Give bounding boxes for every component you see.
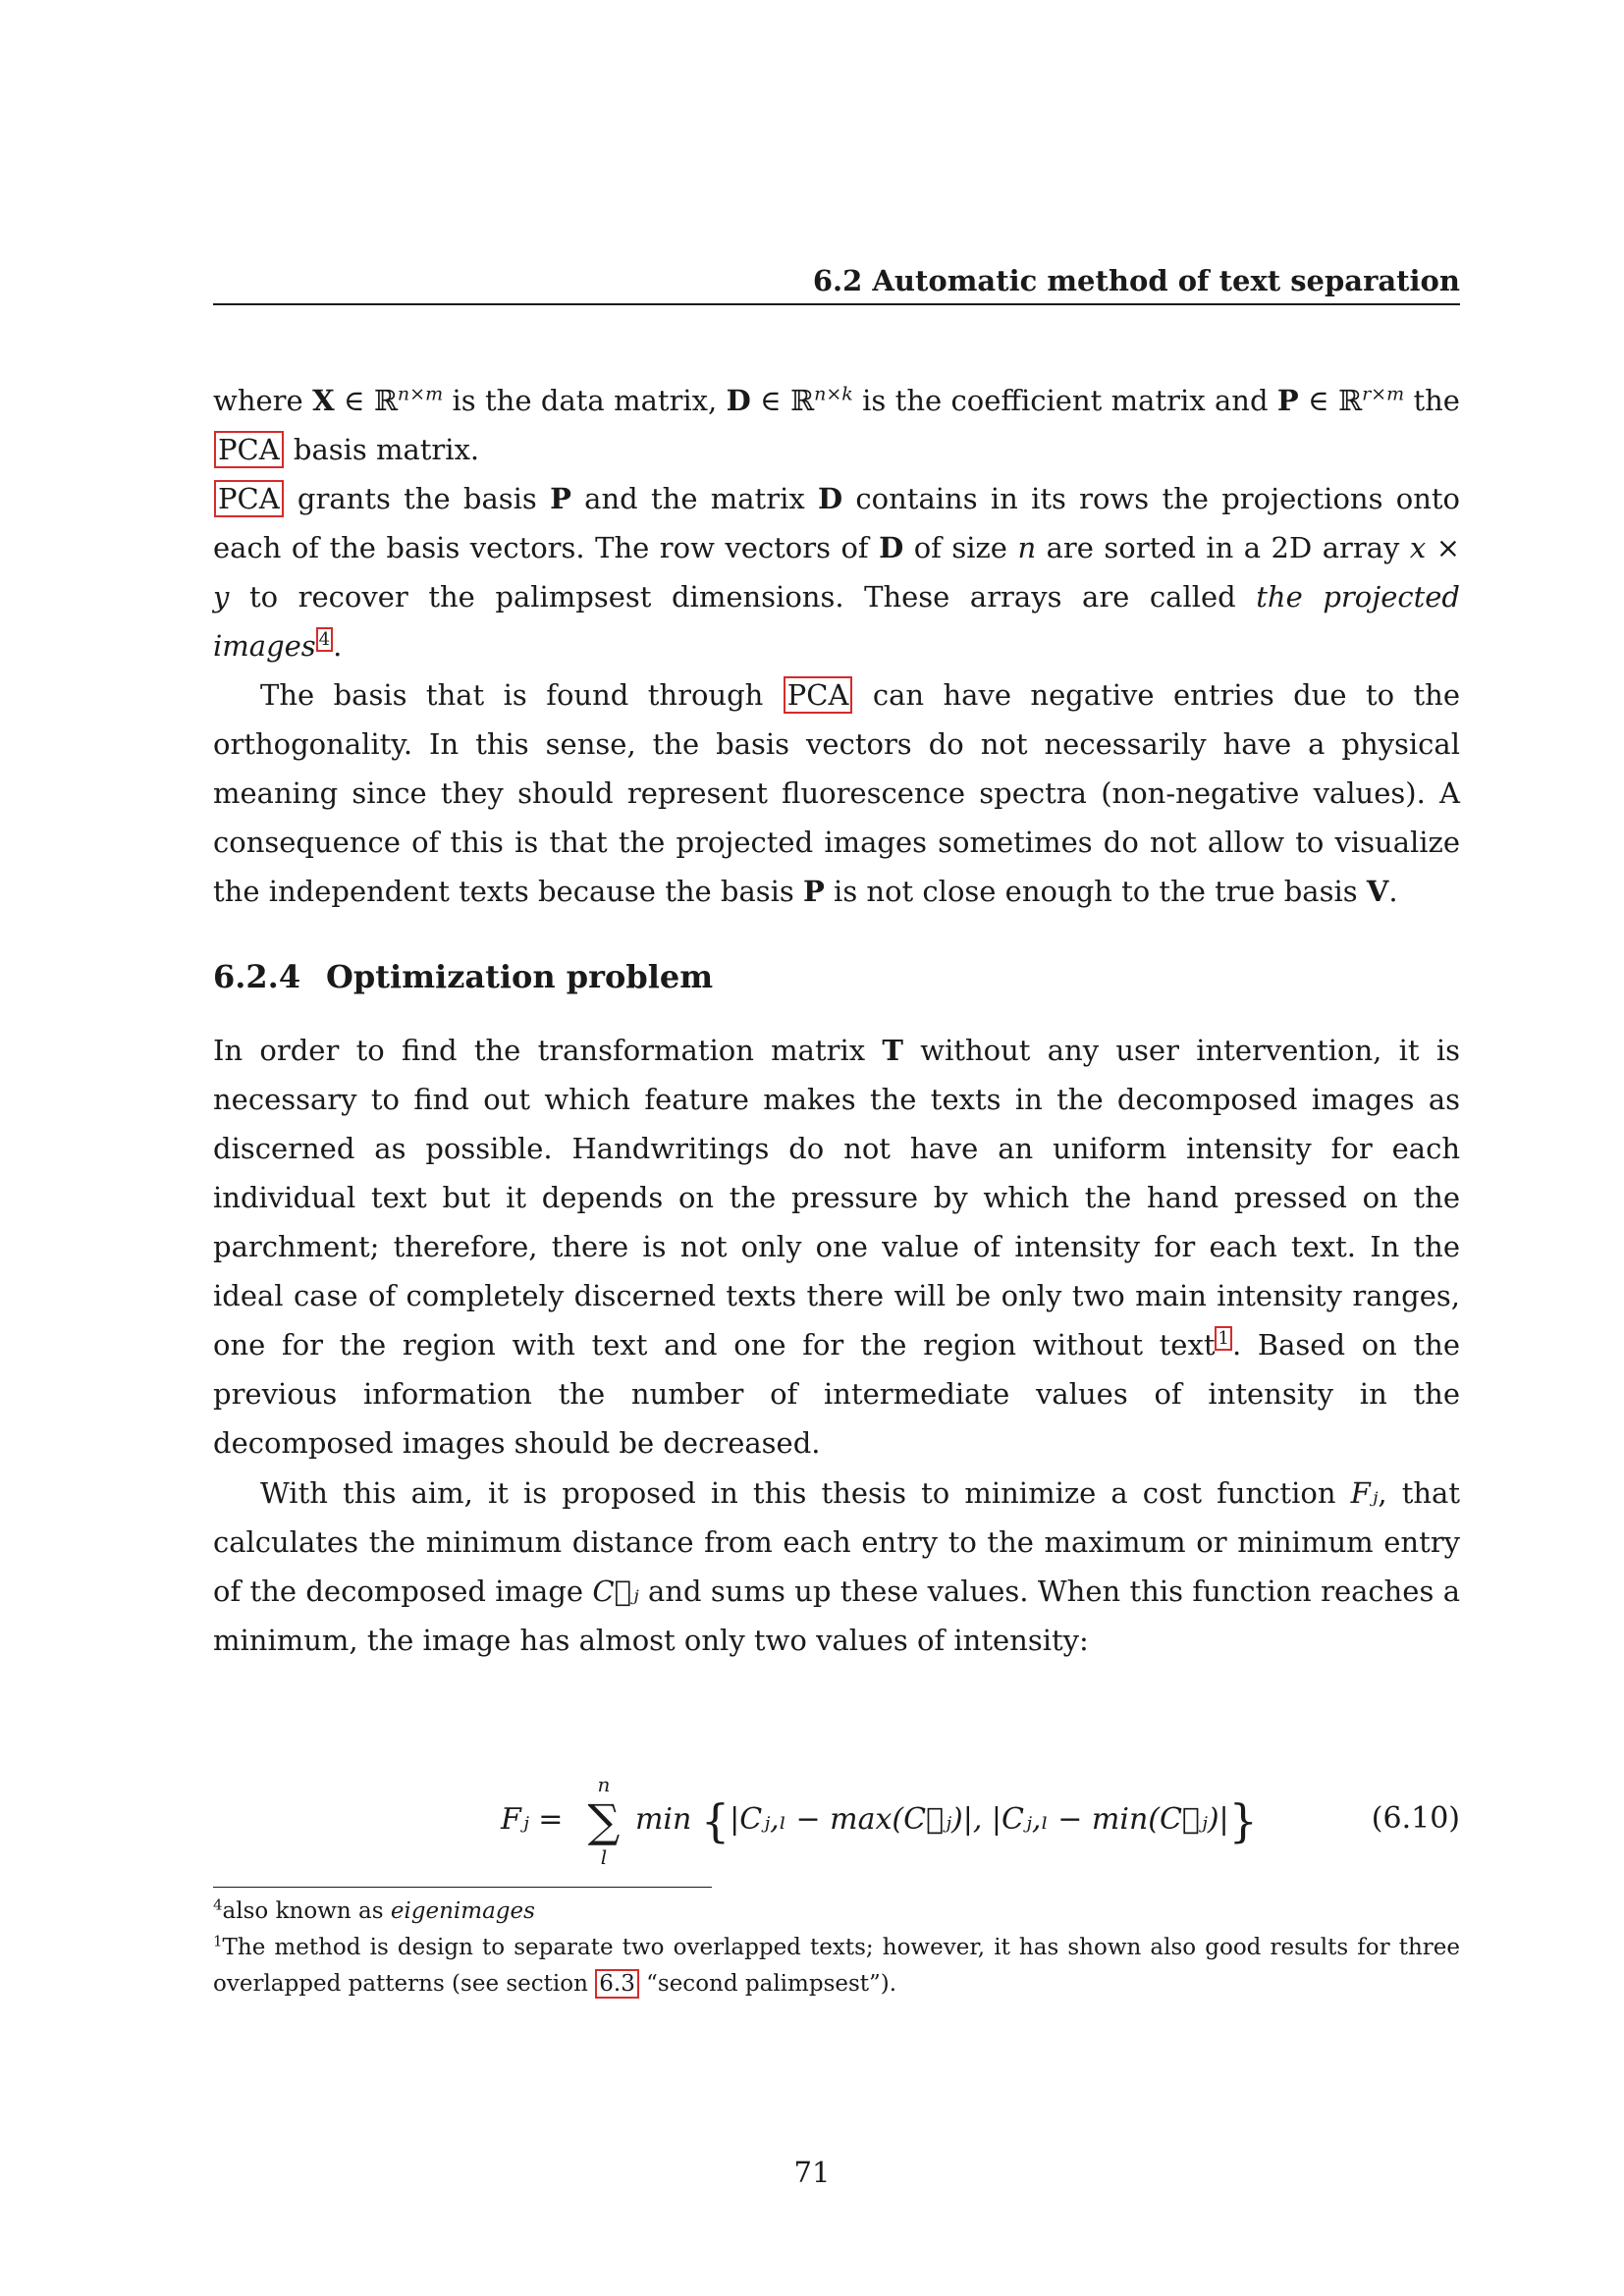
header-rule (213, 303, 1460, 305)
equation-min: min (634, 1802, 701, 1837)
pca-acronym-link[interactable]: PCA (784, 676, 853, 714)
text: . (333, 629, 343, 663)
equation-body: |Cⱼ,ₗ − max(C⃗ⱼ)|, |Cⱼ,ₗ − min(C⃗ⱼ)| (730, 1802, 1229, 1837)
sum-upper-limit: n (597, 1773, 611, 1796)
section-heading (213, 957, 713, 996)
math-n: n (1017, 531, 1037, 564)
section-ref-link[interactable]: 6.3 (595, 1969, 639, 1999)
text: without any user intervention, it is necessary to find out which feature makes the texts in the decomposed images as discerned as possible. Handwritings do not have an uniform intensity for each individual text but it depends on the pressure by which the hand pressed on the parchment; therefore, there is not only one value of intensity for each text. In the ideal case of completely discerned texts there will be only two main intensity ranges, one for the region with text and one for the region without text (213, 1034, 1460, 1362)
text: basis matrix. (284, 433, 480, 466)
paragraph-cost-function (213, 1468, 1460, 1665)
text: to recover the palimpsest dimensions. These arrays are called (229, 580, 1257, 614)
footnote-link-4[interactable]: 4 (316, 627, 333, 652)
sigma-symbol: ∑ (587, 1794, 621, 1847)
section-number: 6.2.4 (213, 958, 301, 995)
footnote-text: The method is design to separate two overlapped texts; however, it has shown also good results for three overlapped patterns (see section (213, 1935, 1460, 1997)
running-head: 6.2 Automatic method of text separation (812, 264, 1460, 297)
page-number: 71 (793, 2156, 831, 2189)
equation-expression (501, 1773, 1258, 1869)
text: ∈ ℝ (334, 384, 398, 417)
text: is the coefficient matrix and (852, 384, 1277, 417)
pca-acronym-link[interactable]: PCA (214, 480, 284, 517)
body-block-2 (213, 1026, 1460, 1468)
text: ∈ ℝ (1298, 384, 1363, 417)
math-X: X (312, 384, 335, 417)
text: of size (903, 531, 1018, 564)
text: and sums up these values. When this function reaches a minimum, the image has almost only two values of intensity: (213, 1575, 1460, 1657)
math-xy: x × y (213, 531, 1460, 614)
math-D: D (879, 531, 904, 564)
text: the (1404, 384, 1460, 417)
footnote-text: also known as (222, 1898, 391, 1924)
text: can have negative entries due to the orthogonality. In this sense, the basis vectors do not necessarily have a physical meaning since they should represent fluorescence spectra (non-negative values). A consequence of this is that the projected images sometimes do not allow to visualize the independent texts because the basis (213, 678, 1460, 908)
math-D: D (817, 482, 843, 515)
paragraph-data-matrix (213, 376, 1460, 474)
paragraph-negative-entries (213, 670, 1460, 916)
pca-acronym-link[interactable]: PCA (214, 431, 284, 468)
equation-number: (6.10) (1371, 1801, 1460, 1836)
math-P: P (1276, 384, 1299, 417)
text: ∈ ℝ (750, 384, 815, 417)
brace-open: { (700, 1794, 731, 1847)
footnote-mark: 1 (213, 1932, 223, 1950)
section-title: Optimization problem (326, 958, 714, 995)
text: The basis that is found through (260, 678, 783, 712)
text: is not close enough to the true basis (824, 875, 1367, 908)
footnote-text: “second palimpsest”). (638, 1971, 897, 1997)
body-block-1 (213, 376, 1460, 916)
text: . Based on the previous information the number of intermediate values of intensity in the decomposed images should be decreased. (213, 1328, 1460, 1460)
math-D: D (726, 384, 751, 417)
dim: n×m (397, 383, 444, 405)
text: . (1388, 875, 1398, 908)
body-block-3 (213, 1468, 1460, 1665)
math-Cj: C⃗ⱼ (592, 1575, 639, 1608)
sum-lower-limit: l (600, 1845, 608, 1869)
text: With this aim, it is proposed in this thesis to minimize a cost function (260, 1476, 1351, 1510)
footnote-link-1[interactable]: 1 (1215, 1326, 1231, 1351)
footnote-mark: 4 (213, 1896, 223, 1914)
text: , that calculates the minimum distance from each entry to the maximum or minimum entry of the decomposed image (213, 1476, 1460, 1608)
math-P: P (550, 482, 571, 515)
footnotes (213, 1894, 1460, 2002)
equation-6-10 (501, 1773, 1460, 1869)
text: and the matrix (570, 482, 818, 515)
math-V: V (1366, 875, 1389, 908)
dim: n×k (814, 383, 853, 405)
text: are sorted in a 2D array (1036, 531, 1410, 564)
paragraph-pca-basis (213, 474, 1460, 670)
math-Fj: Fⱼ (1350, 1476, 1379, 1510)
summation (580, 1773, 627, 1869)
text: is the data matrix, (443, 384, 727, 417)
text: grants the basis (284, 482, 551, 515)
brace-close: } (1228, 1794, 1258, 1847)
footnote-1 (213, 1930, 1460, 2002)
emphasis: the projected images (213, 580, 1460, 663)
equation-lhs: Fⱼ = (501, 1802, 564, 1837)
footnote-emphasis: eigenimages (390, 1898, 535, 1924)
math-T: T (882, 1034, 903, 1067)
footnote-rule (213, 1887, 712, 1888)
math-P: P (803, 875, 825, 908)
footnote-4 (213, 1894, 1460, 1930)
text: contains in its rows the projections onto each of the basis vectors. The row vectors of (213, 482, 1460, 564)
dim: r×m (1362, 383, 1405, 405)
text: In order to find the transformation matrix (213, 1034, 883, 1067)
text: where (213, 384, 313, 417)
paragraph-optimization (213, 1026, 1460, 1468)
